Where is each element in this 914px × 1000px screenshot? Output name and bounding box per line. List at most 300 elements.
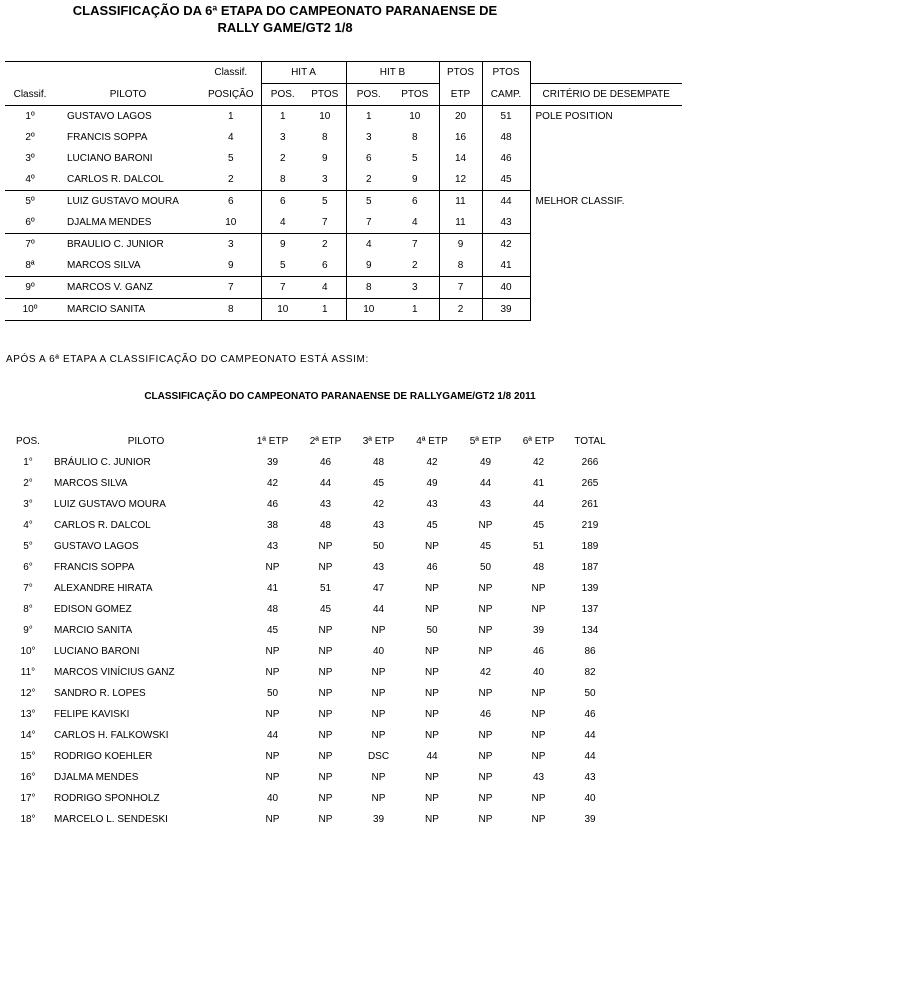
championship-stage-points: 46	[479, 709, 492, 720]
championship-row	[10, 515, 615, 536]
championship-row	[10, 725, 615, 746]
championship-stage-points: 41	[532, 478, 545, 489]
championship-stage-points: NP	[478, 583, 493, 594]
championship-stage-points: NP	[478, 772, 493, 783]
stage-cell-piloto: MARCIO SANITA	[55, 299, 201, 321]
championship-stage-points: 50	[426, 625, 438, 636]
championship-stage-points: NP	[531, 604, 546, 615]
championship-stage-points: NP	[318, 541, 333, 552]
championship-stage-points: NP	[478, 730, 493, 741]
stage-row	[5, 255, 682, 277]
stage-row	[5, 127, 682, 148]
championship-row	[10, 452, 615, 473]
championship-stage-points: NP	[425, 541, 439, 552]
championship-stage-points: NP	[478, 751, 493, 762]
stage-cell-ptos-b: 5	[411, 153, 418, 164]
championship-row	[10, 746, 615, 767]
championship-stage-points: NP	[265, 709, 280, 720]
header-hit-a: HIT A	[261, 62, 346, 84]
stage-cell-pos-a: 6	[261, 191, 304, 213]
stage-row	[5, 277, 682, 299]
stage-cell-etp: 12	[439, 169, 482, 191]
championship-row	[10, 704, 615, 725]
championship-stage-points: 45	[479, 541, 492, 552]
stage-cell-classif: 4º	[5, 169, 55, 191]
championship-pilot: LUIZ GUSTAVO MOURA	[54, 499, 166, 510]
championship-stage-points: NP	[531, 583, 546, 594]
championship-pos: 12°	[20, 688, 36, 699]
championship-pilot: LUCIANO BARONI	[54, 646, 140, 657]
stage-cell-pos-a: 5	[261, 255, 304, 277]
championship-pilot: CARLOS H. FALKOWSKI	[54, 730, 169, 741]
stage-cell-etp: 2	[439, 299, 482, 321]
championship-total: 189	[581, 541, 599, 552]
header-piloto: PILOTO	[55, 84, 201, 106]
championship-stage-points: 44	[319, 478, 332, 489]
championship-total: 187	[581, 562, 599, 573]
stage-row	[5, 299, 682, 321]
championship-total: 82	[584, 667, 596, 678]
stage-cell-pos-b: 8	[346, 277, 391, 299]
championship-row	[10, 683, 615, 704]
championship-stage-points: NP	[318, 646, 333, 657]
championship-pos: 15°	[20, 751, 36, 762]
championship-stage-points: 44	[426, 751, 438, 762]
championship-stage-points: 46	[319, 457, 332, 468]
stage-cell-ptos-b: 6	[411, 196, 418, 207]
stage-cell-posicao: 7	[201, 277, 261, 299]
championship-stage-points: NP	[318, 730, 333, 741]
championship-stage-points: NP	[531, 709, 546, 720]
championship-header-cell: 6ª ETP	[522, 436, 555, 447]
header-camp: CAMP.	[482, 84, 530, 106]
stage-cell-pos-a: 7	[261, 277, 304, 299]
stage-cell-pos-b: 5	[346, 191, 391, 213]
championship-pilot: MARCIO SANITA	[54, 625, 133, 636]
championship-stage-points: NP	[425, 793, 439, 804]
championship-stage-points: NP	[318, 667, 333, 678]
championship-stage-points: NP	[318, 793, 333, 804]
championship-stage-points: NP	[531, 814, 546, 825]
championship-stage-points: 43	[319, 499, 332, 510]
stage-cell-etp: 9	[439, 234, 482, 256]
championship-pos: 6°	[23, 562, 33, 573]
championship-stage-points: NP	[371, 793, 386, 804]
stage-cell-piloto: FRANCIS SOPPA	[67, 132, 148, 143]
championship-pilot: RODRIGO KOEHLER	[54, 751, 153, 762]
championship-stage-points: NP	[425, 667, 439, 678]
stage-cell-etp: 14	[439, 148, 482, 169]
stage-row	[5, 212, 682, 234]
stage-cell-piloto: DJALMA MENDES	[55, 212, 201, 234]
championship-pilot: EDISON GOMEZ	[54, 604, 132, 615]
championship-total: 265	[581, 478, 599, 489]
stage-cell-etp: 16	[439, 127, 482, 148]
stage-cell-etp: 11	[439, 212, 482, 234]
championship-stage-points: 44	[479, 478, 492, 489]
championship-stage-points: 45	[319, 604, 332, 615]
stage-cell-pos-a: 2	[261, 148, 304, 169]
championship-stage-points: NP	[425, 583, 439, 594]
stage-cell-pos-a: 8	[261, 169, 304, 191]
stage-row	[5, 148, 682, 169]
championship-stage-points: 39	[532, 625, 545, 636]
stage-cell-ptos-a: 6	[304, 255, 346, 277]
championship-pilot: FRANCIS SOPPA	[54, 562, 135, 573]
championship-row	[10, 767, 615, 788]
stage-cell-ptos-a: 8	[321, 132, 328, 143]
championship-stage-points: NP	[425, 688, 439, 699]
championship-pos: 4°	[23, 520, 33, 531]
championship-stage-points: NP	[371, 625, 386, 636]
championship-pilot: DJALMA MENDES	[54, 772, 139, 783]
championship-pos: 14°	[20, 730, 36, 741]
stage-cell-classif: 10º	[5, 299, 55, 321]
championship-row	[10, 557, 615, 578]
championship-header-cell: 5ª ETP	[469, 436, 502, 447]
stage-cell-pos-b: 2	[346, 169, 391, 191]
stage-cell-camp: 46	[482, 148, 530, 169]
championship-row	[10, 662, 615, 683]
championship-stage-points: 44	[266, 730, 279, 741]
stage-row	[5, 234, 682, 256]
championship-stage-points: 43	[426, 499, 438, 510]
stage-cell-posicao: 3	[227, 239, 234, 250]
championship-pos: 16°	[20, 772, 36, 783]
header-ptos-a: PTOS	[304, 84, 346, 106]
championship-stage-points: 41	[266, 583, 279, 594]
stage-cell-etp: 8	[439, 255, 482, 277]
championship-stage-points: NP	[318, 751, 333, 762]
stage-cell-classif: 5º	[25, 196, 35, 207]
stage-cell-criterio	[530, 234, 682, 256]
championship-stage-points: NP	[371, 730, 386, 741]
championship-stage-points: 38	[266, 520, 279, 531]
championship-stage-points: 46	[266, 499, 279, 510]
championship-header-cell: 1ª ETP	[256, 436, 289, 447]
stage-cell-pos-a: 1	[261, 106, 304, 128]
stage-cell-ptos-b: 9	[391, 169, 439, 191]
stage-cell-camp: 48	[482, 127, 530, 148]
championship-stage-points: 43	[532, 772, 545, 783]
stage-cell-posicao: 2	[201, 169, 261, 191]
championship-pos: 11°	[20, 667, 36, 678]
championship-pos: 2°	[23, 478, 33, 489]
championship-stage-points: 50	[479, 562, 492, 573]
championship-stage-points: NP	[478, 604, 493, 615]
championship-header-cell: 2ª ETP	[309, 436, 342, 447]
stage-cell-posicao: 1	[227, 111, 234, 122]
stage-cell-pos-b: 4	[346, 234, 391, 256]
stage-cell-etp: 11	[439, 191, 482, 213]
stage-cell-criterio	[530, 127, 682, 148]
stage-cell-pos-b: 7	[346, 212, 391, 234]
championship-stage-points: 40	[372, 646, 385, 657]
championship-header-cell: TOTAL	[574, 436, 606, 447]
stage-cell-classif: 6º	[5, 212, 55, 234]
championship-stage-points: NP	[371, 667, 386, 678]
stage-cell-classif: 3º	[25, 153, 35, 164]
championship-stage-points: 40	[532, 667, 545, 678]
championship-total: 134	[581, 625, 599, 636]
championship-stage-points: 45	[372, 478, 385, 489]
stage-cell-camp: 44	[482, 191, 530, 213]
championship-stage-points: NP	[531, 751, 546, 762]
championship-stage-points: 48	[532, 562, 545, 573]
championship-stage-points: DSC	[367, 751, 390, 762]
championship-stage-points: NP	[478, 814, 493, 825]
stage-cell-posicao: 10	[201, 212, 261, 234]
header-classif-top: Classif.	[201, 62, 261, 84]
stage-cell-ptos-b: 8	[411, 132, 418, 143]
championship-stage-points: NP	[425, 814, 439, 825]
championship-pilot: SANDRO R. LOPES	[54, 688, 146, 699]
stage-cell-posicao: 9	[201, 255, 261, 277]
championship-stage-points: 45	[426, 520, 438, 531]
championship-stage-points: 42	[266, 478, 279, 489]
stage-cell-classif: 8ª	[5, 255, 55, 277]
championship-total: 86	[584, 646, 596, 657]
stage-row	[5, 169, 682, 191]
stage-cell-camp: 45	[482, 169, 530, 191]
stage-cell-criterio	[530, 299, 682, 321]
stage-cell-piloto: CARLOS R. DALCOL	[55, 169, 201, 191]
championship-total: 44	[584, 730, 596, 741]
championship-pos: 1°	[23, 457, 33, 468]
header-etp: ETP	[439, 84, 482, 106]
championship-stage-points: NP	[371, 709, 386, 720]
championship-stage-points: 47	[372, 583, 385, 594]
championship-stage-points: 48	[372, 457, 385, 468]
championship-row	[10, 788, 615, 809]
stage-cell-pos-b: 9	[346, 255, 391, 277]
stage-cell-piloto: LUCIANO BARONI	[67, 153, 153, 164]
page-title-line1: CLASSIFICAÇÃO DA 6ª ETAPA DO CAMPEONATO PARANAENSE DE	[72, 3, 498, 18]
stage-cell-classif: 9º	[5, 277, 55, 299]
stage-cell-ptos-b: 10	[409, 111, 421, 122]
stage-cell-camp: 40	[482, 277, 530, 299]
championship-stage-points: 42	[426, 457, 438, 468]
stage-results-table	[5, 61, 682, 321]
header-criterio: CRITÉRIO DE DESEMPATE	[530, 84, 682, 106]
header-ptos-top: PTOS	[439, 62, 482, 84]
championship-pilot: ALEXANDRE HIRATA	[54, 583, 153, 594]
championship-stage-points: 51	[319, 583, 332, 594]
championship-stage-points: 48	[266, 604, 279, 615]
stage-cell-ptos-a: 9	[321, 153, 328, 164]
stage-cell-piloto: LUIZ GUSTAVO MOURA	[67, 196, 179, 207]
championship-stage-points: NP	[425, 646, 439, 657]
championship-title: CLASSIFICAÇÃO DO CAMPEONATO PARANAENSE DE RALLYGAME/GT2 1/8 2011	[144, 391, 536, 402]
championship-pos: 17°	[20, 793, 36, 804]
championship-pos: 13°	[20, 709, 36, 720]
championship-stage-points: 45	[532, 520, 545, 531]
stage-cell-camp: 39	[482, 299, 530, 321]
championship-stage-points: NP	[265, 646, 280, 657]
stage-cell-criterio	[530, 148, 682, 169]
stage-row	[5, 191, 682, 213]
stage-cell-ptos-a: 2	[321, 239, 328, 250]
header-posicao: POSIÇÃO	[201, 84, 261, 106]
championship-stage-points: 43	[372, 562, 385, 573]
championship-total: 39	[584, 814, 596, 825]
championship-stage-points: 43	[372, 520, 385, 531]
championship-pos: 8°	[23, 604, 33, 615]
stage-cell-classif: 2º	[25, 132, 35, 143]
championship-stage-points: NP	[265, 772, 280, 783]
header-pos-b: POS.	[346, 84, 391, 106]
stage-cell-ptos-b: 4	[391, 212, 439, 234]
stage-cell-ptos-b: 3	[391, 277, 439, 299]
championship-stage-points: NP	[425, 709, 439, 720]
championship-row	[10, 809, 615, 830]
championship-total: 139	[581, 583, 599, 594]
championship-row	[10, 578, 615, 599]
header-classif: Classif.	[5, 84, 55, 106]
stage-cell-piloto: MARCOS SILVA	[55, 255, 201, 277]
stage-cell-pos-b: 10	[346, 299, 391, 321]
championship-pilot: BRÁULIO C. JUNIOR	[54, 457, 151, 468]
header-ptos-top-2: PTOS	[482, 62, 530, 84]
stage-cell-posicao: 5	[227, 153, 234, 164]
header-ptos-b: PTOS	[391, 84, 439, 106]
stage-cell-criterio	[530, 277, 682, 299]
stage-cell-pos-b: 3	[346, 127, 391, 148]
championship-total: 261	[581, 499, 599, 510]
championship-row	[10, 536, 615, 557]
championship-row	[10, 641, 615, 662]
championship-stage-points: 42	[479, 667, 492, 678]
championship-header-row	[10, 431, 615, 452]
championship-stage-points: NP	[318, 625, 333, 636]
stage-cell-pos-b: 1	[346, 106, 391, 128]
championship-stage-points: NP	[425, 604, 439, 615]
stage-cell-camp: 43	[482, 212, 530, 234]
championship-header-cell: PILOTO	[127, 436, 165, 447]
stage-cell-pos-a: 4	[261, 212, 304, 234]
championship-stage-points: NP	[318, 688, 333, 699]
championship-total: 137	[581, 604, 599, 615]
championship-stage-points: NP	[478, 625, 493, 636]
championship-pos: 10°	[20, 646, 36, 657]
stage-cell-criterio	[530, 255, 682, 277]
stage-cell-piloto: BRAULIO C. JUNIOR	[67, 239, 164, 250]
championship-total: 40	[584, 793, 596, 804]
championship-row	[10, 620, 615, 641]
championship-stage-points: NP	[265, 751, 280, 762]
championship-header-cell: 3ª ETP	[362, 436, 395, 447]
championship-total: 266	[581, 457, 599, 468]
championship-stage-points: 50	[266, 688, 279, 699]
stage-cell-classif: 1º	[25, 111, 35, 122]
championship-pilot: RODRIGO SPONHOLZ	[54, 793, 160, 804]
championship-stage-points: 46	[426, 562, 438, 573]
championship-stage-points: NP	[531, 793, 546, 804]
championship-stage-points: NP	[371, 688, 386, 699]
championship-stage-points: 42	[372, 499, 385, 510]
championship-stage-points: 46	[532, 646, 545, 657]
stage-cell-posicao: 6	[227, 196, 234, 207]
stage-cell-posicao: 4	[227, 132, 234, 143]
championship-stage-points: NP	[318, 709, 333, 720]
championship-total: 46	[584, 709, 596, 720]
header-pos-a: POS.	[261, 84, 304, 106]
championship-stage-points: NP	[531, 730, 546, 741]
championship-stage-points: NP	[265, 562, 280, 573]
stage-cell-criterio: POLE POSITION	[535, 111, 613, 122]
stage-cell-ptos-a: 3	[304, 169, 346, 191]
championship-stage-points: 39	[372, 814, 385, 825]
stage-cell-ptos-a: 7	[304, 212, 346, 234]
championship-stage-points: NP	[318, 562, 333, 573]
stage-cell-pos-b: 6	[346, 148, 391, 169]
championship-stage-points: 49	[479, 457, 492, 468]
championship-stage-points: 50	[372, 541, 385, 552]
championship-table	[10, 431, 615, 830]
championship-stage-points: 39	[266, 457, 279, 468]
championship-pos: 9°	[23, 625, 33, 636]
stage-cell-camp: 41	[482, 255, 530, 277]
championship-stage-points: 49	[426, 478, 438, 489]
stage-cell-piloto: GUSTAVO LAGOS	[67, 111, 152, 122]
championship-header-cell: POS.	[16, 436, 40, 447]
championship-row	[10, 494, 615, 515]
championship-stage-points: 51	[532, 541, 545, 552]
championship-pilot: FELIPE KAVISKI	[54, 709, 130, 720]
page-title-line2: RALLY GAME/GT2 1/8	[217, 20, 353, 35]
stage-cell-ptos-a: 10	[319, 111, 331, 122]
championship-stage-points: 40	[266, 793, 279, 804]
stage-cell-ptos-b: 2	[391, 255, 439, 277]
stage-cell-etp: 20	[439, 106, 482, 128]
stage-cell-etp: 7	[439, 277, 482, 299]
stage-cell-camp: 51	[482, 106, 530, 128]
championship-stage-points: 48	[319, 520, 332, 531]
stage-cell-ptos-a: 5	[321, 196, 328, 207]
championship-total: 219	[581, 520, 599, 531]
championship-pos: 7°	[23, 583, 33, 594]
summary-note: APÓS A 6ª ETAPA A CLASSIFICAÇÃO DO CAMPEONATO ESTÁ ASSIM:	[6, 354, 369, 365]
stage-cell-ptos-a: 4	[304, 277, 346, 299]
stage-cell-criterio	[530, 169, 682, 191]
championship-stage-points: 43	[479, 499, 492, 510]
championship-row	[10, 599, 615, 620]
championship-stage-points: NP	[371, 772, 386, 783]
championship-pilot: MARCOS SILVA	[54, 478, 128, 489]
header-hit-b: HIT B	[346, 62, 439, 84]
championship-stage-points: 45	[266, 625, 279, 636]
stage-cell-pos-a: 9	[261, 234, 304, 256]
stage-cell-camp: 42	[482, 234, 530, 256]
stage-cell-criterio: MELHOR CLASSIF.	[535, 195, 625, 207]
stage-cell-criterio	[530, 212, 682, 234]
championship-pilot: MARCOS VINÍCIUS GANZ	[54, 667, 175, 678]
championship-stage-points: NP	[478, 688, 493, 699]
championship-total: 43	[584, 772, 596, 783]
championship-header-cell: 4ª ETP	[416, 436, 448, 447]
stage-cell-ptos-a: 1	[304, 299, 346, 321]
stage-cell-ptos-b: 1	[391, 299, 439, 321]
championship-stage-points: NP	[478, 520, 493, 531]
championship-row	[10, 473, 615, 494]
championship-stage-points: NP	[265, 667, 280, 678]
championship-stage-points: 43	[266, 541, 279, 552]
stage-row	[5, 106, 682, 128]
championship-stage-points: NP	[318, 772, 333, 783]
stage-cell-ptos-b: 7	[411, 239, 418, 250]
championship-stage-points: NP	[425, 730, 439, 741]
championship-total: 50	[584, 688, 596, 699]
